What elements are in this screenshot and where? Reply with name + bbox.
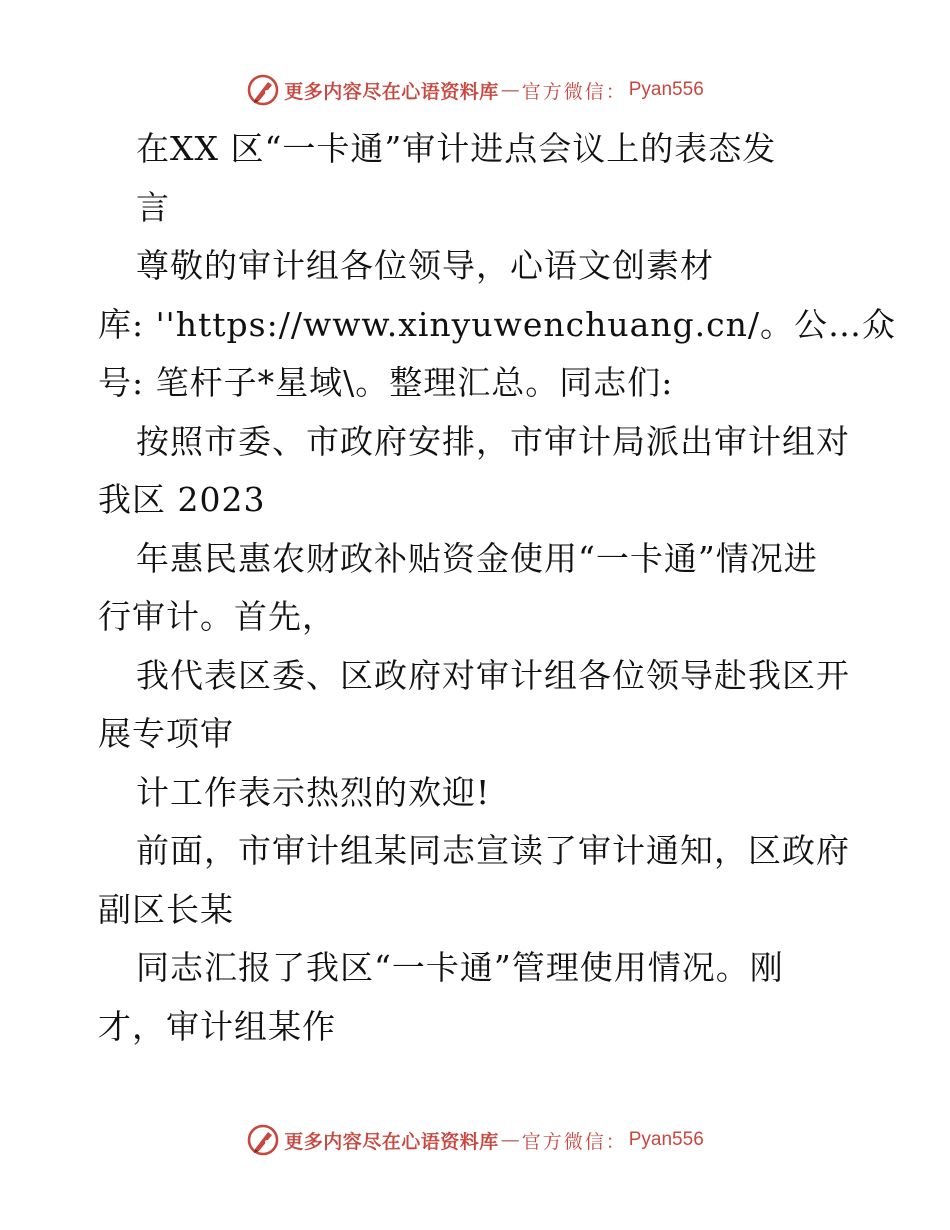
header-wechat-label: 官方微信： [521,80,627,103]
header-slogan: 更多内容尽在心语资料库 [284,80,499,103]
document-title-line-2: 言 [136,187,170,227]
footer-wechat-id: Pyan556 [628,1129,704,1150]
footer-slogan: 更多内容尽在心语资料库 [284,1130,499,1153]
text-line: 尊敬的审计组各位领导，心语文创素材 [136,246,714,285]
text-line: 副区长某 [98,889,234,929]
text-line: 库: ''https://www.xinyuwenchuang.cn/。公…众 [98,304,896,344]
document-body [98,120,896,1056]
text-line: 按照市委、市政府安排，市审计局派出审计组对 [136,421,850,461]
header-banner [0,70,950,110]
text-line: 才，审计组某作 [98,1006,336,1046]
text-line: 前面，市审计组某同志宣读了审计通知，区政府 [136,831,850,870]
pen-logo-icon [246,73,280,107]
text-line: 计工作表示热烈的欢迎! [136,772,491,812]
text-line: 同志汇报了我区“一卡通”管理使用情况。刚 [136,948,784,987]
document-title-line-1: 在XX 区“一卡通”审计进点会议上的表态发 [136,129,777,168]
header-dash: — [500,79,520,101]
header-wechat-id: Pyan556 [628,79,704,100]
text-line: 号: 笔杆子*星域\。整理汇总。同志们: [98,363,674,402]
pen-logo-icon [246,1123,280,1157]
text-line: 我代表区委、区政府对审计组各位领导赴我区开 [136,655,850,695]
footer-dash: — [500,1129,520,1151]
text-line: 年惠民惠农财政补贴资金使用“一卡通”情况进 [136,538,818,578]
text-line: 行审计。首先， [98,597,336,636]
text-line: 我区 2023 [98,480,266,519]
text-line: 展专项审 [98,714,234,753]
footer-wechat-label: 官方微信： [521,1130,627,1153]
footer-banner [0,1120,950,1160]
